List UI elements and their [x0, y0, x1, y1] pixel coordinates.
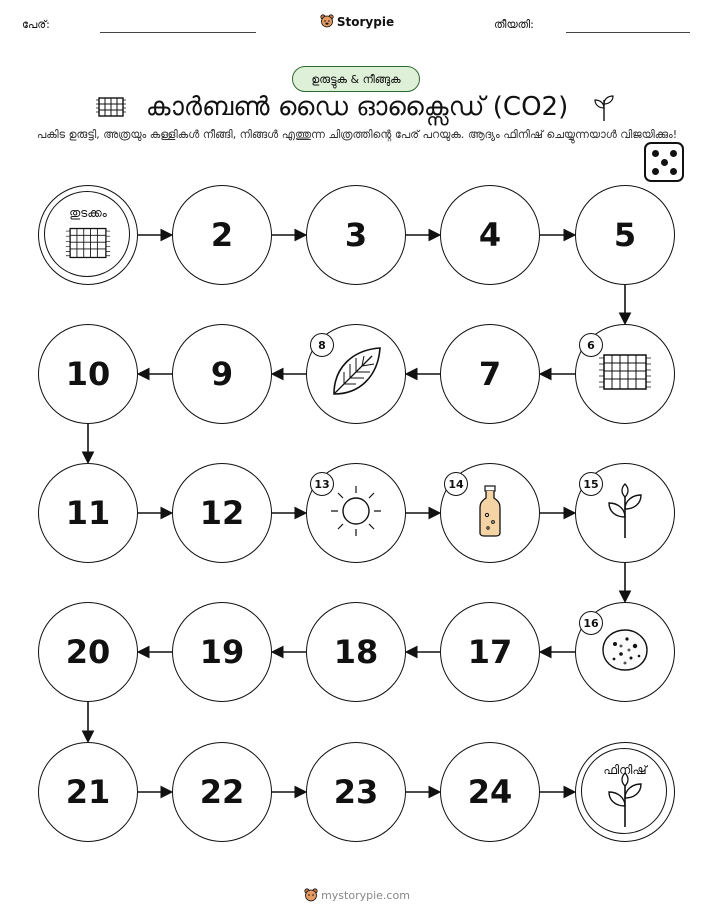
square-number: 3 — [344, 216, 368, 254]
square-number: 20 — [65, 633, 111, 671]
board-square[interactable] — [172, 324, 272, 424]
board-square[interactable] — [306, 602, 406, 702]
roll-and-move-pill: ഉരുട്ടുക & നീങ്ങുക — [292, 66, 420, 92]
board-square[interactable] — [575, 463, 675, 563]
board-square[interactable] — [172, 463, 272, 563]
start-label: തുടക്കം — [69, 206, 107, 220]
square-number-badge: 16 — [579, 611, 603, 635]
plant-icon — [603, 483, 647, 543]
cookie-icon — [601, 628, 649, 676]
square-number-badge: 6 — [579, 333, 603, 357]
board-square[interactable] — [306, 742, 406, 842]
board-square[interactable] — [575, 602, 675, 702]
square-number: 5 — [613, 216, 637, 254]
brand-name: Storypie — [336, 15, 395, 29]
board-square[interactable] — [575, 324, 675, 424]
footer-url: mystorypie.com — [321, 889, 410, 902]
square-number: 24 — [467, 773, 513, 811]
board-square[interactable] — [440, 324, 540, 424]
board-square[interactable] — [440, 463, 540, 563]
board-square[interactable] — [575, 185, 675, 285]
square-number: 7 — [478, 355, 502, 393]
page-title: കാർബൺ ഡൈ ഓക്സൈഡ് (CO2) — [145, 92, 569, 122]
square-number: 23 — [333, 773, 379, 811]
board-square[interactable] — [38, 742, 138, 842]
square-number: 12 — [199, 494, 245, 532]
board-square[interactable] — [38, 324, 138, 424]
board-square[interactable] — [440, 742, 540, 842]
square-number: 21 — [65, 773, 111, 811]
board-square[interactable] — [306, 185, 406, 285]
rug-icon — [598, 352, 652, 396]
square-number: 4 — [478, 216, 502, 254]
board-square[interactable] — [440, 602, 540, 702]
finish-square[interactable] — [575, 742, 675, 842]
square-number: 9 — [210, 355, 234, 393]
rug-icon — [65, 223, 111, 267]
soda-bottle-icon — [477, 485, 503, 541]
sun-icon — [329, 484, 383, 542]
instructions: പകിട ഉരുട്ടി, അത്രയും കള്ളികൾ നീങ്ങി, നിങ്ങൾ എത്തുന്ന ചിത്രത്തിന്റെ പേര് പറയുക. ആദ്യം ഫിനിഷ് ചെയ്യുന്നയാൾ വിജയിക്കും! — [36, 128, 678, 141]
bear-icon — [304, 888, 318, 902]
date-label: തീയതി: — [494, 18, 534, 31]
square-number-badge: 14 — [444, 472, 468, 496]
board-square[interactable] — [306, 463, 406, 563]
square-number-badge: 13 — [310, 472, 334, 496]
square-number: 10 — [65, 355, 111, 393]
board-square[interactable] — [172, 742, 272, 842]
finish-label: ഫിനിഷ് — [603, 763, 647, 777]
square-number: 11 — [65, 494, 111, 532]
board-square[interactable] — [38, 463, 138, 563]
board-square[interactable] — [440, 185, 540, 285]
plant-icon — [603, 772, 647, 832]
square-number: 22 — [199, 773, 245, 811]
square-number: 2 — [210, 216, 234, 254]
square-number: 17 — [467, 633, 513, 671]
leaf-icon — [326, 342, 386, 406]
board-square[interactable] — [306, 324, 406, 424]
square-number-badge: 8 — [310, 333, 334, 357]
footer — [0, 888, 714, 902]
start-square[interactable] — [38, 185, 138, 285]
square-number-badge: 15 — [579, 472, 603, 496]
name-label: പേര്: — [22, 18, 50, 31]
square-number: 18 — [333, 633, 379, 671]
board-square[interactable] — [172, 185, 272, 285]
square-number: 19 — [199, 633, 245, 671]
board-square[interactable] — [38, 602, 138, 702]
board-square[interactable] — [172, 602, 272, 702]
